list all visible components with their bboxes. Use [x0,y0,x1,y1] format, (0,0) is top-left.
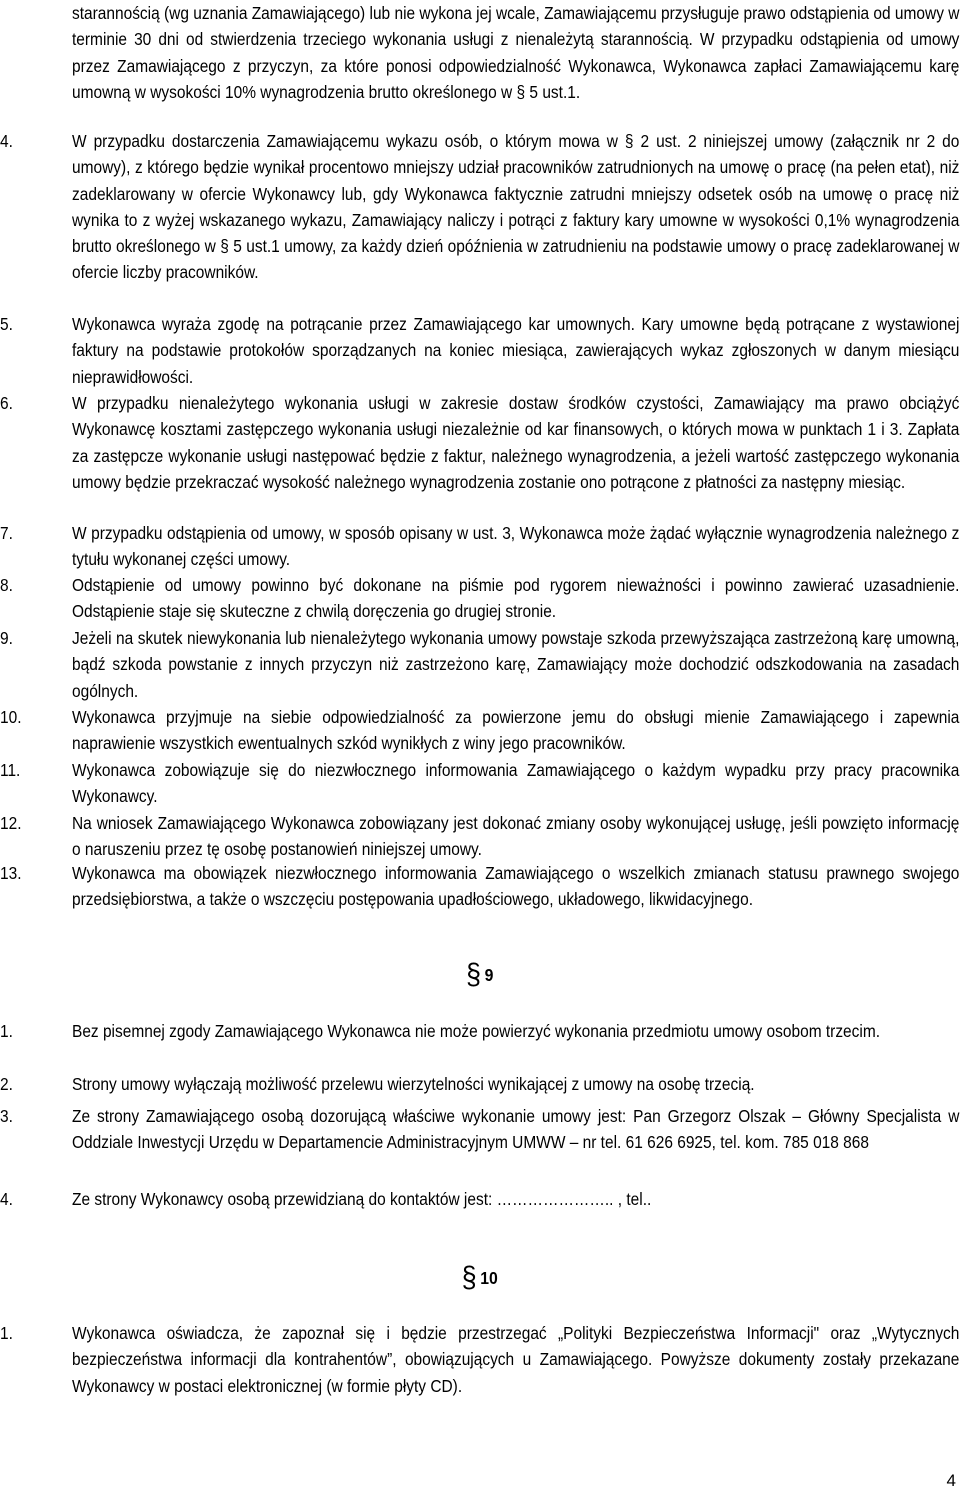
section-heading-10 [0,1261,959,1294]
list-number: 11. [0,760,21,780]
list-number: 13. [0,863,22,883]
list-text: Ze strony Zamawiającego osobą dozorującą właściwe wykonanie umowy jest: Pan Grzegorz Olszak – Główny Specjalista w Oddziale Inwestycji Urzędu w Departamencie Administracyjnym UMWW – nr tel. 61 626 6925, tel. kom. 785 018 868 [72,1106,960,1153]
list-item-4 [0,128,959,286]
list-number: 6. [0,393,13,413]
list-item-7 [0,520,959,573]
section9-item-3 [0,1103,959,1156]
list-text: Wykonawca zobowiązuje się do niezwłocznego informowania Zamawiającego o każdym wypadku przy pracy pracownika Wykonawcy. [72,760,960,807]
list-number: 12. [0,813,22,833]
list-item-9 [0,625,959,704]
list-item-continuation [0,0,959,105]
list-item-13 [0,860,959,913]
list-text: Wykonawca oświadcza, że zapoznał się i będzie przestrzegać „Polityki Bezpieczeństwa Informacji" oraz „Wytycznych bezpieczeństwa informacji dla kontrahentów”, obowiązujących u Zamawiającego. Powyższe dokumenty zostały przekazane Wykonawcy w postaci elektronicznej (w formie płyty CD). [72,1323,960,1396]
list-text: Wykonawca przyjmuje na siebie odpowiedzialność za powierzone jemu do obsługi mienie Zamawiającego i zapewnia naprawienie wszystkich ewentualnych szkód wynikłych z winy jego pracowników. [72,707,960,754]
section-sign: § [466,958,482,991]
list-text: Ze strony Wykonawcy osobą przewidzianą do kontaktów jest: ………………….. , tel.. [72,1189,652,1209]
list-number: 7. [0,523,13,543]
section9-item-4 [0,1186,959,1212]
list-text: W przypadku dostarczenia Zamawiającemu wykazu osób, o którym mowa w § 2 ust. 2 niniejszej umowy (załącznik nr 2 do umowy), z którego będzie wynikał procentowo mniejszy udział pracowników zatrudnionych na umowę o pracę (na pełen etat), niż zadeklarowany w ofercie Wykonawcy lub, gdy Wykonawca faktycznie zatrudni mniejszy odsetek osób na umowę o pracę niż wynika to z wyżej wskazanego wykazu, Zamawiający naliczy i potrąci z faktury kary umowne w wysokości 0,1% wynagrodzenia brutto określonego w § 5 ust.1 umowy, za każdy dzień opóźnienia w zatrudnieniu na podstawie umowy o pracę zadeklarowanej w ofercie liczby pracowników. [72,131,960,283]
section10-item-1 [0,1320,959,1399]
list-item-12 [0,810,959,863]
section-heading-9 [0,958,959,991]
list-text: Wykonawca ma obowiązek niezwłocznego informowania Zamawiającego o wszelkich zmianach statusu prawnego swojego przedsiębiorstwa, a także o wszczęciu postępowania upadłościowego, układowego, likwidacyjnego. [72,863,960,910]
list-number: 3. [0,1106,13,1126]
list-item-6 [0,390,959,495]
section-number: 9 [484,965,494,985]
list-text: Na wniosek Zamawiającego Wykonawca zobowiązany jest dokonać zmiany osoby wykonującej usługę, jeśli powzięto informację o naruszeniu przez tę osobę postanowień niniejszej umowy. [72,813,960,860]
list-item-11 [0,757,959,810]
list-text: Jeżeli na skutek niewykonania lub nienależytego wykonania umowy powstaje szkoda przewyższająca zastrzeżoną karę umowną, bądź szkoda powstanie z innych przyczyn niż zastrzeżono karę, Zamawiający może dochodzić odszkodowania na zasadach ogólnych. [72,628,960,701]
list-number: 2. [0,1074,13,1094]
list-text: starannością (wg uznania Zamawiającego) lub nie wykona jej wcale, Zamawiającemu przysługuje prawo odstąpienia od umowy w terminie 30 dni od stwierdzenia trzeciego wykonania usługi z nienależytą starannością. W przypadku odstąpienia od umowy przez Zamawiającego z przyczyn, za które ponosi odpowiedzialność Wykonawca, Wykonawca zapłaci Zamawiającemu karę umowną w wysokości 10% wynagrodzenia brutto określonego w § 5 ust.1. [72,3,960,102]
list-text: W przypadku nienależytego wykonania usługi w zakresie dostaw środków czystości, Zamawiający ma prawo obciążyć Wykonawcę kosztami zastępczego wykonania usługi niezależnie od kar finansowych, o których mowa w punktach 1 i 3. Zapłata za zastępcze wykonanie usługi następować będzie z faktur, należnego wynagrodzenia, a jeżeli wartość zastępczego wykonania umowy będzie przekraczać wysokość należnego wynagrodzenia zostanie ono potrącone z płatności za następny miesiąc. [72,393,960,492]
section-sign: § [461,1261,477,1294]
list-number: 8. [0,575,13,595]
list-number: 4. [0,131,13,151]
list-number: 10. [0,707,22,727]
page-number: 4 [946,1471,956,1490]
list-text: Bez pisemnej zgody Zamawiającego Wykonawca nie może powierzyć wykonania przedmiotu umowy osobom trzecim. [72,1021,881,1041]
list-number: 1. [0,1323,13,1343]
list-text: Strony umowy wyłączają możliwość przelewu wierzytelności wynikającej z umowy na osobę trzecią. [72,1074,755,1094]
list-text: Odstąpienie od umowy powinno być dokonane na piśmie pod rygorem nieważności i powinno zawierać uzasadnienie. Odstąpienie staje się skuteczne z chwilą doręczenia go drugiej stronie. [72,575,960,622]
list-item-10 [0,704,959,757]
list-item-8 [0,572,959,625]
section9-item-2 [0,1071,959,1097]
list-text: Wykonawca wyraża zgodę na potrącanie przez Zamawiającego kar umownych. Kary umowne będą potrącane z wystawionej faktury na podstawie protokołów sporządzanych na koniec miesiąca, zawierających wykaz zgłoszonych w danym miesiącu nieprawidłowości. [72,314,960,387]
list-number: 1. [0,1021,13,1041]
list-number: 4. [0,1189,13,1209]
list-number: 9. [0,628,13,648]
section9-item-1 [0,1018,959,1044]
list-item-5 [0,311,959,390]
section-number: 10 [480,1268,498,1288]
list-text: W przypadku odstąpienia od umowy, w sposób opisany w ust. 3, Wykonawca może żądać wyłącznie wynagrodzenia należnego z tytułu wykonanej części umowy. [72,523,960,570]
list-number: 5. [0,314,13,334]
